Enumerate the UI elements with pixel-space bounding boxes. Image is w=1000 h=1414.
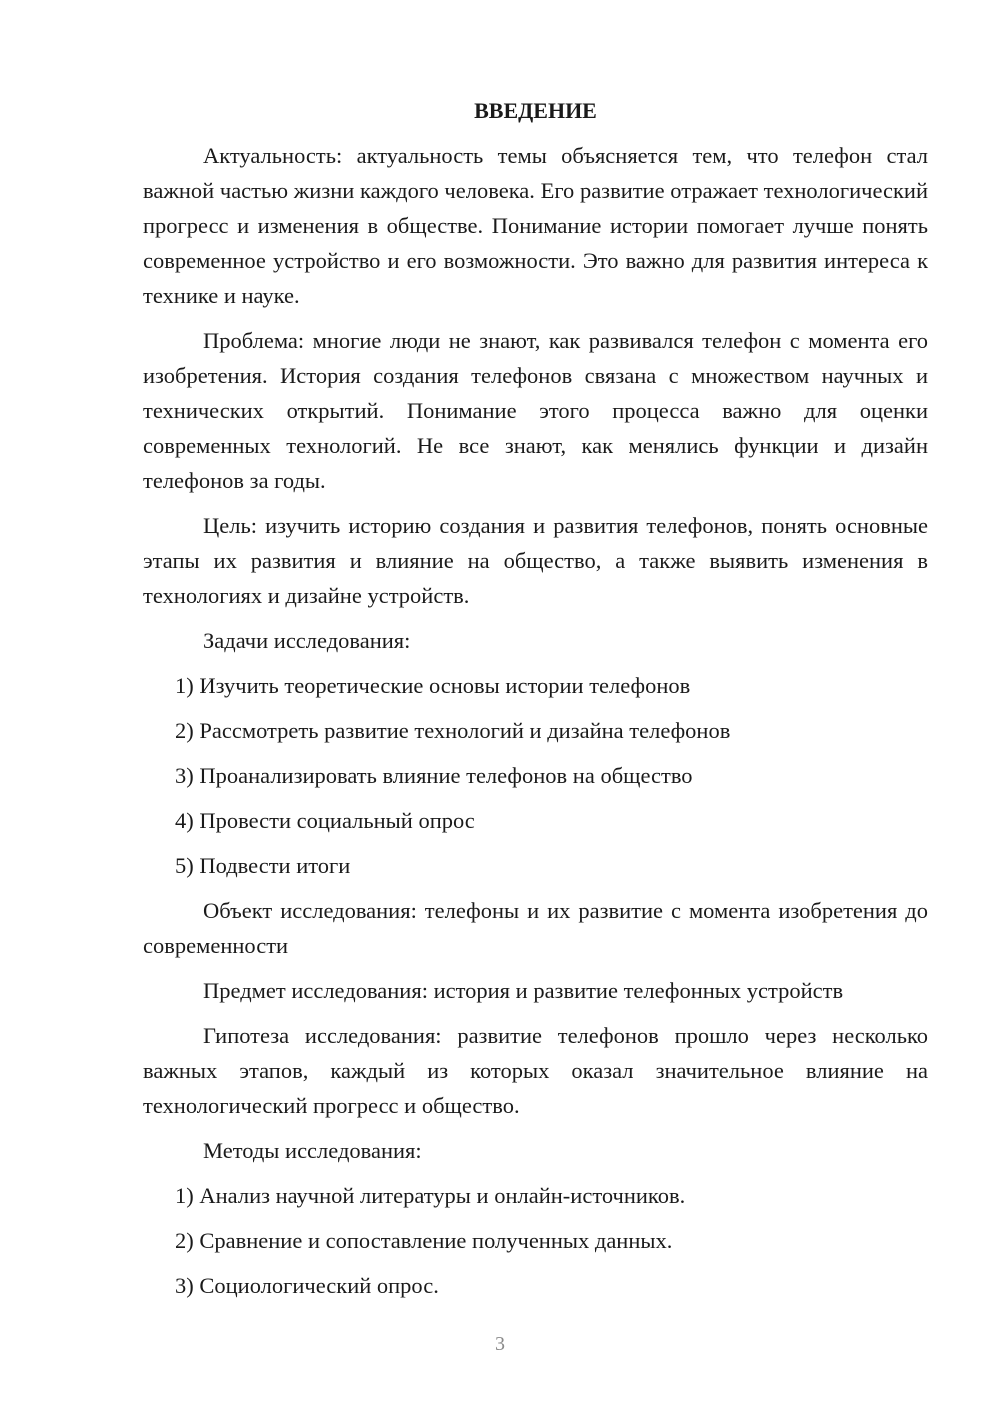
task-item: 4) Провести социальный опрос (175, 808, 475, 833)
hypothesis-paragraph: Гипотеза исследования: развитие телефонов прошло через несколько важных этапов, каждый из которых оказал значительное влияние на технологический прогресс и общество. (143, 1023, 928, 1118)
task-item: 3) Проанализировать влияние телефонов на общество (175, 763, 693, 788)
relevance-paragraph: Актуальность: актуальность темы объясняется тем, что телефон стал важной частью жизни каждого человека. Его развитие отражает технологический прогресс и изменения в обществе. Понимание истории помогает лучше понять современное устройство и его возможности. Это важно для развития интереса к технике и науке. (143, 143, 928, 308)
page-title: ВВЕДЕНИЕ (474, 98, 597, 123)
task-item: 5) Подвести итоги (175, 853, 351, 878)
object-paragraph: Объект исследования: телефоны и их развитие с момента изобретения до современности (143, 898, 928, 958)
tasks-heading: Задачи исследования: (203, 628, 411, 653)
method-item: 1) Анализ научной литературы и онлайн-источников. (175, 1183, 686, 1208)
method-item: 3) Социологический опрос. (175, 1273, 439, 1298)
task-item: 1) Изучить теоретические основы истории телефонов (175, 673, 691, 698)
page-number: 3 (495, 1333, 505, 1355)
method-item: 2) Сравнение и сопоставление полученных данных. (175, 1228, 673, 1253)
methods-heading: Методы исследования: (203, 1138, 422, 1163)
page-content (143, 96, 928, 1313)
task-item: 2) Рассмотреть развитие технологий и дизайна телефонов (175, 718, 731, 743)
subject-paragraph: Предмет исследования: история и развитие телефонных устройств (203, 978, 844, 1003)
problem-paragraph: Проблема: многие люди не знают, как развивался телефон с момента его изобретения. История создания телефонов связана с множеством научных и технических открытий. Понимание этого процесса важно для оценки современных технологий. Не все знают, как менялись функции и дизайн телефонов за годы. (143, 328, 928, 493)
goal-paragraph: Цель: изучить историю создания и развития телефонов, понять основные этапы их развития и влияние на общество, а также выявить изменения в технологиях и дизайне устройств. (143, 513, 928, 608)
